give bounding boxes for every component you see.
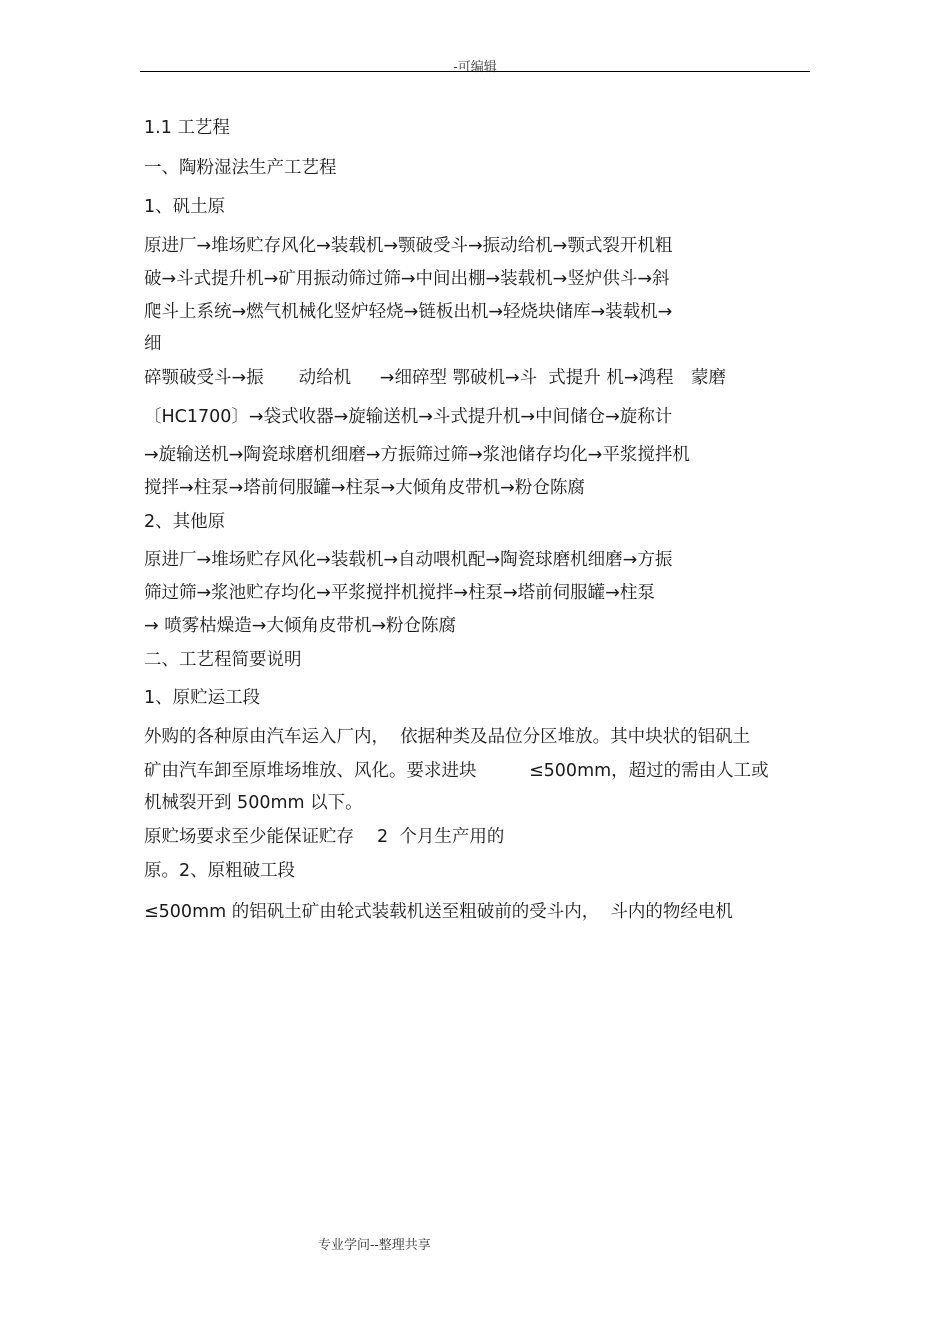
subsection-heading: 1、矾土原 xyxy=(144,197,226,217)
paragraph-line: 爬斗上系统→燃气机械化竖炉轻烧→链板出机→轻烧块储库→装载机→ xyxy=(144,302,673,322)
subsection-heading: 1、原贮运工段 xyxy=(144,688,261,708)
paragraph-line: ≤500mm 的铝矾土矿由轮式装载机送至粗破前的受斗内， 斗内的物经电机 xyxy=(144,902,733,922)
paragraph-line: 筛过筛→浆池贮存均化→平浆搅拌机搅拌→柱泵→塔前伺服罐→柱泵 xyxy=(144,583,655,603)
paragraph-line: →旋输送机→陶瓷球磨机细磨→方振筛过筛→浆池储存均化→平浆搅拌机 xyxy=(144,445,690,465)
paragraph-line: 搅拌→柱泵→塔前伺服罐→柱泵→大倾角皮带机→粉仓陈腐 xyxy=(144,478,585,498)
paragraph-line: 矿由汽车卸至原堆场堆放、风化。要求进块 ≤500mm，超过的需由人工或 xyxy=(144,761,769,781)
paragraph-line: 原进厂→堆场贮存风化→装载机→颚破受斗→振动给机→颚式裂开机粗 xyxy=(144,236,673,256)
paragraph-line: 细 xyxy=(144,334,162,354)
subsection-heading: 2、其他原 xyxy=(144,512,226,532)
paragraph-line: 破→斗式提升机→矿用振动筛过筛→中间出棚→装载机→竖炉供斗→斜 xyxy=(144,269,670,289)
paragraph-line: 机械裂开到 500mm 以下。 xyxy=(144,793,363,813)
header-divider xyxy=(140,71,810,72)
header-text: -可编辑 xyxy=(453,60,497,75)
paragraph-line: 〔HC1700〕→袋式收器→旋输送机→斗式提升机→中间储仓→旋称计 xyxy=(144,407,673,427)
paragraph-line: 原进厂→堆场贮存风化→装载机→自动喂机配→陶瓷球磨机细磨→方振 xyxy=(144,550,673,570)
paragraph-line: 碎颚破受斗→振 动给机 →细碎型 鄂破机→斗 式提升 机→鸿程 蒙磨 xyxy=(144,368,727,388)
page-footer: 专业学问--整理共享 xyxy=(318,1238,431,1253)
section-heading: 一、陶粉湿法生产工艺程 xyxy=(144,158,337,178)
paragraph-line: 原。2、原粗破工段 xyxy=(144,861,296,881)
paragraph-line: 外购的各种原由汽车运入厂内， 依据种类及品位分区堆放。其中块状的铝矾土 xyxy=(144,727,751,747)
paragraph-line: → 喷雾枯燥造→大倾角皮带机→粉仓陈腐 xyxy=(144,616,457,636)
paragraph-line: 原贮场要求至少能保证贮存 2 个月生产用的 xyxy=(144,827,505,847)
section-heading: 二、工艺程简要说明 xyxy=(144,650,302,670)
section-heading: 1.1 工艺程 xyxy=(144,118,230,138)
